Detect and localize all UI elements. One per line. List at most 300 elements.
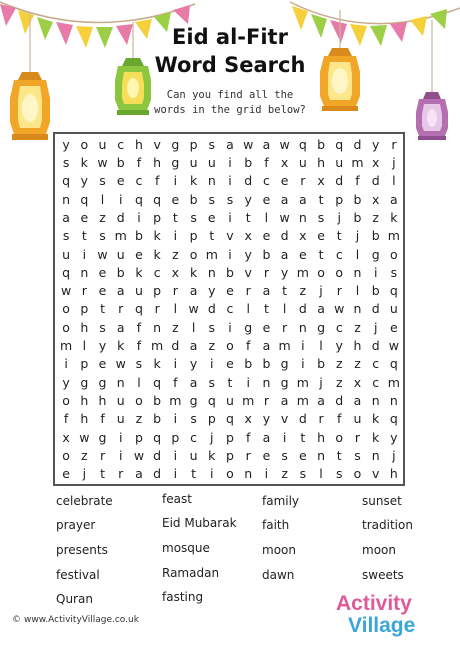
grid-letter: p	[153, 283, 162, 299]
grid-letter: r	[245, 283, 251, 299]
grid-letter: l	[392, 173, 396, 189]
word-list-item: feast	[162, 492, 192, 506]
grid-letter: k	[80, 154, 88, 170]
grid-letter: c	[135, 173, 143, 189]
grid-letter: p	[189, 136, 198, 152]
grid-letter: i	[118, 429, 123, 445]
grid-letter: h	[389, 466, 398, 482]
grid-letter: w	[115, 356, 126, 372]
grid-letter: i	[118, 448, 123, 464]
grid-letter: n	[371, 448, 380, 464]
grid-letter: h	[353, 338, 362, 354]
grid-letter: a	[280, 393, 289, 409]
grid-letter: d	[298, 411, 307, 427]
grid-letter: t	[282, 283, 288, 299]
grid-letter: i	[373, 264, 378, 280]
grid-letter: u	[116, 411, 125, 427]
grid-letter: j	[210, 429, 214, 445]
grid-letter: c	[117, 136, 125, 152]
grid-letter: h	[317, 154, 326, 170]
grid-letter: w	[97, 246, 108, 262]
grid-letter: e	[262, 319, 271, 335]
grid-letter: i	[82, 246, 87, 262]
grid-letter: l	[355, 283, 360, 299]
grid-letter: s	[62, 154, 70, 170]
grid-letter: e	[207, 209, 216, 225]
grid-letter: i	[228, 319, 232, 335]
logo-line2: Village	[348, 614, 416, 637]
grid-letter: b	[317, 356, 326, 372]
grid-letter: r	[99, 448, 106, 464]
grid-letter: t	[245, 209, 251, 225]
grid-letter: a	[353, 393, 362, 409]
grid-letter: x	[371, 154, 380, 170]
grid-letter: o	[390, 246, 398, 262]
grid-letter: p	[80, 356, 89, 372]
grid-letter: h	[80, 411, 89, 427]
grid-letter: l	[173, 301, 178, 317]
word-list-item: moon	[362, 543, 396, 557]
grid-letter: w	[243, 136, 254, 152]
grid-letter: q	[80, 191, 89, 207]
grid-letter: d	[371, 301, 380, 317]
grid-letter: q	[298, 136, 307, 152]
grid-letter: l	[100, 191, 105, 207]
grid-letter: z	[81, 448, 88, 464]
grid-letter: y	[208, 283, 216, 299]
word-list-item: faith	[262, 518, 290, 532]
word-list-item: mosque	[162, 541, 210, 555]
grid-letter: x	[371, 191, 380, 207]
grid-letter: e	[135, 246, 143, 262]
grid-letter: b	[244, 154, 253, 170]
grid-letter: e	[98, 264, 107, 280]
grid-letter: p	[171, 429, 180, 445]
grid-letter: u	[353, 411, 362, 427]
grid-letter: r	[282, 319, 288, 335]
grid-letter: g	[171, 136, 180, 152]
grid-letter: h	[98, 393, 107, 409]
grid-letter: a	[317, 393, 325, 409]
grid-letter: t	[227, 374, 233, 390]
grid-letter: t	[209, 228, 215, 244]
grid-letter: g	[98, 429, 107, 445]
grid-letter: m	[205, 246, 218, 262]
grid-letter: s	[190, 411, 197, 427]
grid-letter: e	[98, 356, 107, 372]
grid-letter: j	[392, 154, 396, 170]
grid-letter: y	[244, 191, 252, 207]
grid-letter: z	[172, 246, 179, 262]
grid-letter: f	[264, 154, 269, 170]
grid-letter: i	[282, 429, 287, 445]
grid-letter: w	[279, 209, 290, 225]
grid-letter: g	[244, 319, 253, 335]
grid-letter: s	[354, 448, 361, 464]
grid-letter: r	[318, 411, 324, 427]
grid-letter: s	[208, 374, 216, 390]
grid-letter: w	[388, 338, 399, 354]
grid-letter: y	[262, 411, 271, 427]
grid-letter: t	[263, 301, 269, 317]
grid-letter: f	[154, 173, 160, 189]
grid-letter: a	[280, 246, 289, 262]
grid-letter: d	[244, 173, 253, 189]
grid-letter: p	[80, 301, 89, 317]
grid-letter: e	[62, 466, 70, 482]
grid-letter: z	[335, 356, 343, 372]
grid-letter: e	[80, 209, 89, 225]
grid-letter: z	[99, 209, 106, 225]
grid-letter: o	[335, 429, 344, 445]
grid-letter: r	[263, 393, 269, 409]
grid-letter: t	[318, 246, 324, 262]
grid-letter: j	[355, 228, 360, 244]
grid-letter: e	[298, 246, 307, 262]
grid-letter: p	[189, 228, 198, 244]
grid-letter: a	[189, 283, 198, 299]
grid-letter: j	[319, 283, 323, 299]
grid-letter: e	[390, 319, 398, 335]
grid-letter: i	[228, 173, 232, 189]
grid-letter: q	[153, 429, 162, 445]
word-list-item: celebrate	[56, 494, 113, 508]
grid-letter: x	[244, 411, 252, 427]
grid-letter: f	[136, 154, 142, 170]
grid-letter: p	[207, 411, 216, 427]
grid-letter: w	[79, 429, 90, 445]
grid-letter: h	[134, 136, 143, 152]
grid-letter: d	[335, 173, 344, 189]
grid-letter: r	[172, 283, 178, 299]
grid-letter: r	[81, 283, 87, 299]
grid-letter: z	[281, 466, 288, 482]
grid-letter: p	[134, 429, 143, 445]
grid-letter: q	[389, 356, 398, 372]
grid-letter: y	[62, 374, 70, 390]
grid-letter: z	[354, 356, 361, 372]
grid-letter: m	[242, 393, 255, 409]
grid-letter: u	[134, 283, 143, 299]
grid-letter: o	[226, 338, 234, 354]
grid-letter: d	[171, 338, 180, 354]
grid-letter: s	[299, 466, 307, 482]
grid-letter: f	[173, 374, 178, 390]
activity-village-logo	[330, 588, 450, 638]
grid-letter: a	[280, 191, 289, 207]
word-list-item: family	[262, 494, 300, 508]
grid-letter: s	[99, 173, 106, 189]
grid-letter: i	[118, 191, 123, 207]
grid-letter: u	[298, 154, 307, 170]
grid-letter: c	[190, 429, 197, 445]
grid-letter: d	[153, 466, 162, 482]
grid-letter: h	[80, 319, 89, 335]
grid-letter: h	[80, 393, 89, 409]
grid-letter: c	[335, 319, 343, 335]
grid-letter: l	[191, 319, 196, 335]
word-list-item: tradition	[362, 518, 413, 532]
grid-letter: m	[60, 338, 73, 354]
grid-letter: p	[226, 448, 234, 464]
grid-letter: i	[228, 246, 232, 262]
grid-letter: z	[335, 374, 343, 390]
grid-letter: i	[246, 374, 250, 390]
grid-letter: a	[135, 466, 143, 482]
grid-letter: b	[153, 393, 162, 409]
grid-letter: x	[299, 228, 307, 244]
grid-letter: s	[336, 466, 343, 482]
word-list-item: presents	[56, 543, 108, 557]
grid-letter: n	[298, 319, 307, 335]
grid-letter: e	[262, 191, 271, 207]
grid-letter: h	[153, 154, 162, 170]
grid-letter: m	[387, 228, 400, 244]
grid-letter: n	[262, 374, 271, 390]
grid-letter: b	[153, 411, 162, 427]
grid-letter: s	[62, 228, 70, 244]
grid-letter: n	[389, 393, 398, 409]
grid-letter: d	[116, 209, 125, 225]
grid-letter: z	[299, 283, 307, 299]
grid-letter: f	[136, 319, 142, 335]
grid-letter: o	[353, 466, 362, 482]
grid-letter: s	[208, 136, 216, 152]
grid-letter: y	[280, 264, 289, 280]
word-list-item: prayer	[56, 518, 96, 532]
word-list-item: dawn	[262, 568, 295, 582]
grid-letter: b	[353, 191, 362, 207]
grid-letter: l	[319, 466, 323, 482]
grid-letter: b	[116, 154, 125, 170]
grid-letter: b	[371, 283, 380, 299]
grid-letter: r	[118, 301, 124, 317]
grid-letter: g	[98, 374, 107, 390]
grid-letter: q	[153, 374, 162, 390]
grid-letter: y	[62, 136, 70, 152]
grid-letter: k	[372, 411, 380, 427]
grid-letter: p	[226, 429, 234, 445]
grid-letter: v	[244, 264, 252, 280]
grid-letter: s	[190, 209, 197, 225]
grid-letter: c	[372, 356, 380, 372]
grid-letter: j	[392, 448, 396, 464]
grid-letter: m	[296, 393, 309, 409]
grid-letter: s	[317, 209, 325, 225]
grid-letter: a	[262, 429, 271, 445]
grid-letter: m	[296, 264, 309, 280]
grid-letter: d	[371, 338, 380, 354]
grid-letter: b	[353, 209, 362, 225]
grid-letter: e	[317, 228, 325, 244]
grid-letter: m	[351, 154, 364, 170]
grid-letter: q	[153, 191, 162, 207]
word-list-item: Ramadan	[162, 566, 220, 580]
grid-letter: t	[318, 191, 324, 207]
grid-letter: c	[262, 173, 270, 189]
grid-letter: t	[300, 429, 306, 445]
grid-letter: l	[264, 209, 269, 225]
grid-letter: i	[264, 466, 269, 482]
word-grid	[57, 135, 403, 483]
grid-letter: n	[353, 301, 362, 317]
grid-letter: i	[210, 466, 214, 482]
grid-letter: b	[226, 264, 234, 280]
word-list-item: festival	[56, 568, 100, 582]
grid-letter: j	[82, 466, 87, 482]
grid-letter: s	[390, 264, 398, 280]
grid-letter: e	[262, 448, 271, 464]
grid-letter: l	[137, 374, 141, 390]
grid-letter: a	[262, 136, 271, 152]
grid-letter: u	[98, 136, 107, 152]
grid-letter: z	[354, 319, 361, 335]
footer-url[interactable]: www.ActivityVillage.co.uk	[24, 615, 139, 625]
grid-letter: y	[371, 136, 380, 152]
grid-letter: n	[298, 209, 307, 225]
grid-letter: z	[135, 411, 143, 427]
grid-letter: e	[226, 283, 234, 299]
grid-letter: u	[189, 154, 198, 170]
grid-letter: v	[226, 228, 234, 244]
grid-letter: a	[116, 283, 125, 299]
grid-letter: k	[135, 264, 143, 280]
grid-letter: d	[335, 393, 344, 409]
grid-letter: k	[372, 429, 380, 445]
grid-letter: q	[335, 136, 344, 152]
grid-letter: w	[279, 136, 290, 152]
grid-letter: q	[226, 411, 234, 427]
grid-letter: n	[62, 191, 71, 207]
grid-letter: x	[171, 264, 180, 280]
grid-letter: i	[64, 356, 68, 372]
instructions: Can you find all the	[166, 89, 294, 101]
copyright-symbol: ©	[12, 615, 21, 625]
grid-letter: n	[353, 264, 362, 280]
grid-letter: c	[153, 264, 161, 280]
grid-letter: s	[99, 319, 106, 335]
grid-letter: b	[189, 191, 198, 207]
grid-letter: l	[282, 301, 287, 317]
grid-letter: a	[317, 301, 325, 317]
grid-letter: m	[169, 393, 182, 409]
grid-letter: m	[114, 228, 127, 244]
grid-letter: i	[173, 173, 178, 189]
grid-letter: q	[389, 283, 398, 299]
grid-letter: d	[153, 448, 162, 464]
grid-letter: a	[62, 209, 70, 225]
grid-letter: v	[280, 411, 289, 427]
grid-letter: n	[317, 448, 326, 464]
grid-letter: f	[246, 429, 251, 445]
grid-letter: q	[62, 173, 71, 189]
word-list-item: Eid Mubarak	[162, 516, 237, 530]
instructions-line2: words in the grid below?	[154, 104, 306, 116]
grid-letter: u	[62, 246, 71, 262]
word-list-item: sunset	[362, 494, 402, 508]
grid-letter: i	[173, 466, 178, 482]
grid-letter: b	[371, 228, 380, 244]
grid-letter: b	[262, 246, 271, 262]
grid-letter: g	[317, 319, 326, 335]
grid-letter: y	[189, 356, 198, 372]
grid-letter: w	[60, 283, 72, 299]
grid-letter: o	[62, 448, 70, 464]
grid-letter: z	[208, 338, 216, 354]
grid-letter: v	[371, 466, 380, 482]
grid-letter: o	[226, 466, 234, 482]
grid-letter: i	[228, 154, 232, 170]
grid-letter: n	[153, 319, 162, 335]
grid-letter: f	[63, 411, 69, 427]
grid-letter: b	[134, 228, 143, 244]
grid-letter: r	[245, 448, 251, 464]
grid-letter: c	[372, 374, 380, 390]
grid-letter: x	[244, 228, 252, 244]
grid-letter: u	[226, 393, 234, 409]
grid-letter: b	[244, 356, 253, 372]
grid-letter: x	[353, 374, 362, 390]
grid-letter: k	[153, 356, 161, 372]
grid-letter: e	[98, 283, 107, 299]
grid-letter: r	[154, 301, 160, 317]
grid-letter: d	[353, 136, 362, 152]
grid-letter: g	[171, 154, 180, 170]
grid-letter: y	[80, 173, 88, 189]
grid-letter: j	[319, 374, 323, 390]
grid-letter: o	[317, 264, 325, 280]
grid-letter: e	[171, 191, 180, 207]
grid-letter: j	[373, 319, 378, 335]
grid-letter: k	[208, 448, 216, 464]
grid-letter: p	[335, 191, 344, 207]
grid-letter: d	[207, 301, 216, 317]
grid-letter: m	[278, 338, 291, 354]
grid-letter: n	[80, 264, 89, 280]
word-list-item: fasting	[162, 590, 204, 604]
grid-letter: r	[118, 466, 124, 482]
grid-letter: u	[335, 154, 344, 170]
grid-letter: e	[298, 448, 307, 464]
grid-letter: t	[172, 209, 178, 225]
grid-letter: r	[354, 429, 361, 445]
grid-letter: f	[100, 411, 105, 427]
grid-letter: o	[80, 136, 89, 152]
grid-letter: k	[117, 338, 125, 354]
grid-letter: x	[317, 173, 325, 189]
grid-letter: c	[226, 301, 234, 317]
grid-letter: t	[191, 466, 197, 482]
grid-letter: n	[207, 264, 216, 280]
grid-letter: r	[263, 264, 269, 280]
grid-letter: s	[281, 448, 288, 464]
grid-letter: x	[62, 429, 70, 445]
grid-letter: t	[100, 466, 105, 482]
grid-letter: x	[280, 154, 289, 170]
grid-letter: i	[137, 209, 141, 225]
grid-letter: p	[153, 209, 162, 225]
grid-letter: d	[280, 228, 289, 244]
grid-letter: y	[244, 246, 252, 262]
grid-letter: y	[98, 338, 107, 354]
page-title-line2: Word Search	[154, 53, 306, 77]
grid-letter: e	[226, 356, 234, 372]
grid-letter: q	[134, 191, 143, 207]
grid-letter: e	[280, 173, 289, 189]
grid-letter: r	[391, 136, 397, 152]
grid-letter: i	[301, 338, 305, 354]
page-title: Eid al-Fitr	[172, 25, 288, 49]
